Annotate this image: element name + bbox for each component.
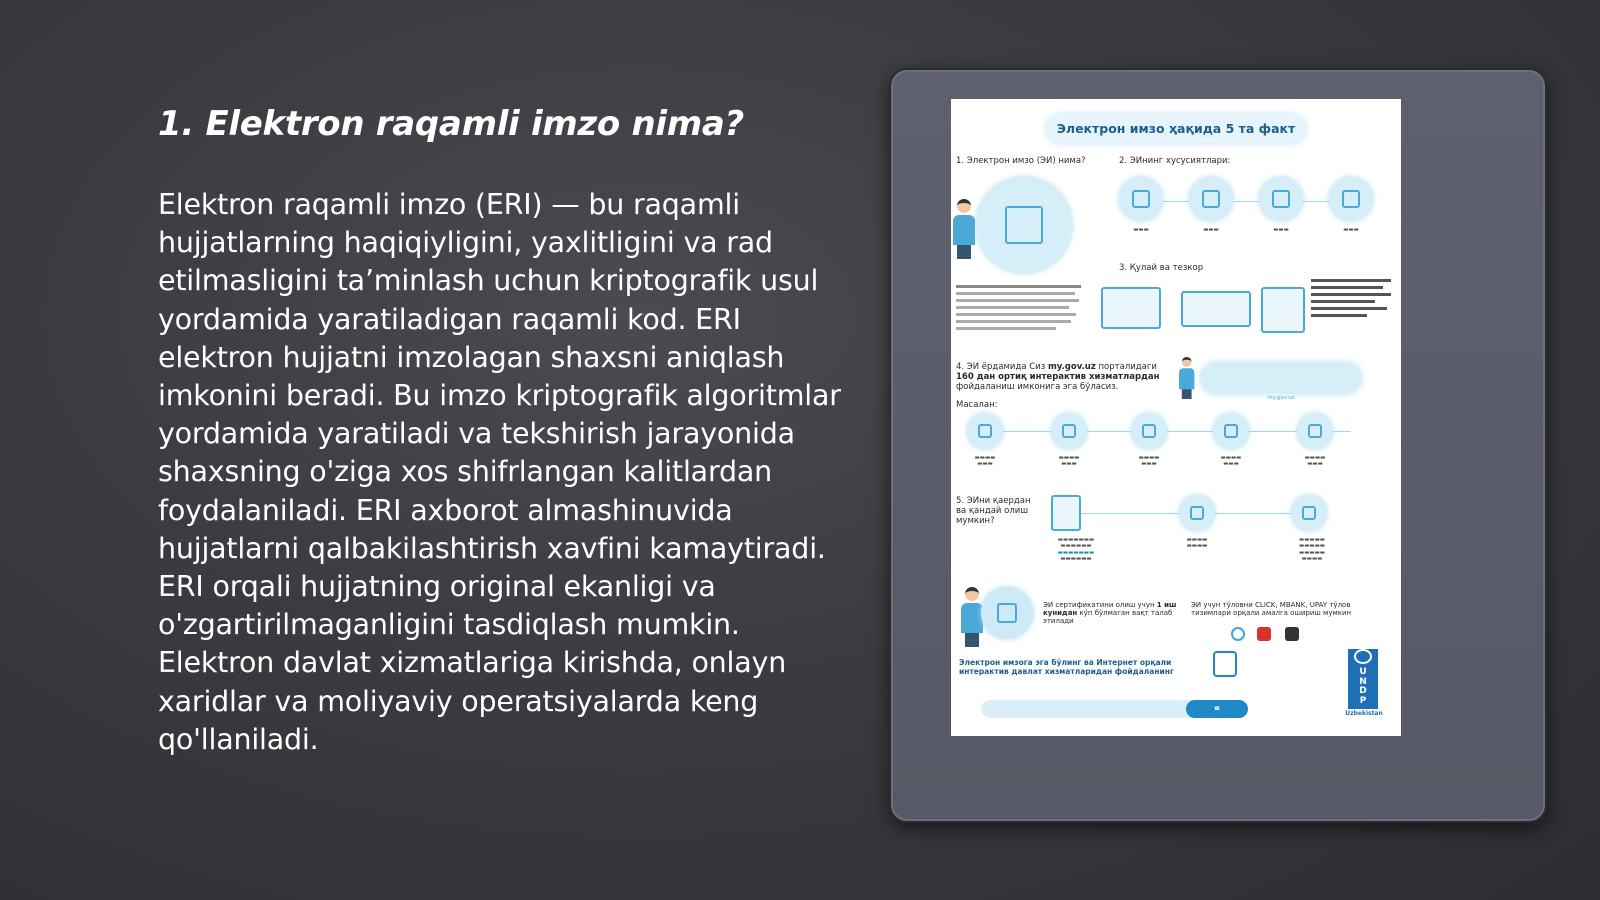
woman-figure-icon [1179, 357, 1194, 399]
poster-q2: 2. ЭИнинг хусусиятлари: [1119, 156, 1231, 166]
document-icon [1119, 177, 1163, 221]
poster-q1: 1. Электрон имзо (ЭИ) нима? [956, 156, 1086, 166]
car-icon [967, 413, 1003, 449]
slide-title: 1. Elektron raqamli imzo nima? [158, 104, 744, 144]
undp-caption: Uzbekistan [1345, 710, 1383, 717]
laptop-icon [1179, 495, 1215, 531]
phone-pill-icon: ☎ [1186, 700, 1248, 718]
poster-masalan: Масалан: [956, 400, 998, 410]
upay-logo-icon [1285, 627, 1299, 641]
signed-document-icon [1261, 287, 1305, 333]
poster-pay-text: ЭИ учун тўловни CLICK, MBANK, UPAY тўлов тизимлари орқали амалга ошириш мумкин [1191, 601, 1352, 618]
infographic-poster: Электрон имзо ҳақида 5 та факт 1. Электрон имзо (ЭИ) нима? 2. ЭИнинг хусусиятлари: ▬▬▬ ▬▬▬ ▬▬▬ ▬▬▬ 3. Қулай ва тезкор 4. ЭИ ёрдамида Сиз my.gov.uz порталидаги 160 дан ортиқ интерактив хизматлардан фойдаланиш имконига эга бўласиз. my.gov.uz Масалан: ▬▬▬▬ ▬▬▬ ▬▬▬▬ ▬▬▬ ▬▬▬▬ ▬▬▬ ▬▬▬▬ ▬▬▬ ▬▬▬▬ ▬▬▬ 5. ЭИни қаердан ва қандай олиш мумкин? ▬▬▬▬▬▬▬ ▬▬▬▬▬▬ ▬▬▬▬▬▬▬ ▬▬▬▬▬▬ ▬▬▬▬ ▬▬▬▬ ▬▬▬▬▬ ▬▬▬▬▬ ▬▬▬▬▬ ▬▬▬▬ ЭИ сертификатини олиш учун 1 иш кунидан кўп бўлмаган вақт талаб этилади ЭИ учун тўловни CLICK, MBANK, UPAY тўлов тизимлари орқали амалга ошириш мумкин Электрон имзога эга бўлинг ва Интернет орқали интерактив давлат хизматларидан фойдаланинг ☎ U N D P Uzbekistan [951, 99, 1401, 736]
phone-icon [1051, 495, 1081, 531]
mbank-logo-icon [1257, 627, 1271, 641]
fingerprint-icon [1259, 177, 1303, 221]
poster-title: Электрон имзо ҳақида 5 та факт [1046, 115, 1306, 143]
office-icon [1291, 495, 1327, 531]
thumbs-up-icon [1213, 651, 1237, 677]
person-icon [953, 199, 975, 259]
lock-icon [1189, 177, 1233, 221]
gears-icon [1181, 291, 1251, 327]
key-icon [1329, 177, 1373, 221]
clock-icon [981, 587, 1033, 639]
poster-q4: 4. ЭИ ёрдамида Сиз my.gov.uz порталидаги 160 дан ортиқ интерактив хизматлардан фойдаланиш имконига эга бўласиз. [956, 362, 1160, 392]
slide-body-text: Elektron raqamli imzo (ERI) — bu raqamli hujjatlarning haqiqiyligini, yaxlitligini va rad etilmasligini ta’minlash uchun kriptografik usul yordamida yaratiladigan raqamli kod. ERI elektron hujjatni imzolagan shaxsni aniqlash imkonini beradi. Bu imzo kriptografik algoritmlar yordamida yaratiladi va tekshirish jarayonida shaxsning o'ziga xos shifrlangan kalitlardan foydalaniladi. ERI axborot almashinuvida hujjatlarni qalbakilashtirish xavfini kamaytiradi. ERI orqali hujjatning original ekanligi va o'zgartirilmaganligini tasdiqlash mumkin. Elektron davlat xizmatlariga kirishda, onlayn xaridlar va moliyaviy operatsiyalarda keng qo'llaniladi. [158, 188, 841, 756]
baby-icon [1051, 413, 1087, 449]
poster-q3: 3. Қулай ва тезкор [1119, 263, 1204, 273]
poster-footer-text: Электрон имзога эга бўлинг ва Интернет орқали интерактив давлат хизматларидан фойдаланинг [959, 658, 1174, 676]
services-strip-icon [1201, 363, 1361, 393]
monitor-signature-icon [1101, 287, 1161, 329]
man-figure-icon [961, 587, 983, 647]
undp-logo: U N D P [1348, 649, 1378, 709]
poster-q5: 5. ЭИни қаердан ва қандай олиш мумкин? [956, 496, 1031, 526]
poster-cert-text: ЭИ сертификатини олиш учун 1 иш кунидан кўп бўлмаган вақт талаб этилади [1043, 601, 1177, 626]
poster-site-label: my.gov.uz [1267, 395, 1295, 401]
computer-illustration-icon [976, 177, 1072, 273]
poster-q1-text-lines [956, 285, 1081, 334]
pregnancy-icon [1213, 413, 1249, 449]
tooth-icon [1131, 413, 1167, 449]
click-logo-icon [1231, 627, 1245, 641]
certificate-icon [1297, 413, 1333, 449]
